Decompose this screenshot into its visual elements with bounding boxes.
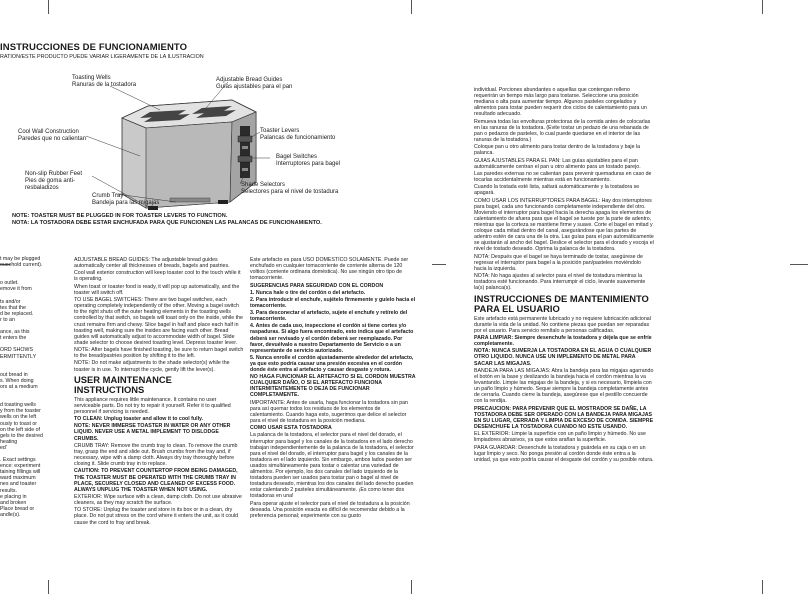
maintenance-heading: USER MAINTENANCE INSTRUCTIONS <box>74 373 172 395</box>
bagel-switches-text: TO USE BAGEL SWITCHES: There are two bagel switches, each operating completely independently of the other. Moving a bagel switch to the right shuts off the outer heating elements in the toasting wells controlled by that switch, so bagels will toast only on the inside, while the crust remains firm and chewy. Slice bagel in half and place each half in toasting well, making sure the insides are facing each other. Bread guides will automatically adjust to accommodate width of bagel. Slide shade selector to choose desired toasting level. Depress toaster lever. <box>74 297 243 346</box>
list-item: 3. Para desconectar el artefacto, sujete el enchufe y retírelo del tomacorriente. <box>250 310 408 323</box>
partial-line: taining fillings will <box>0 469 41 476</box>
crop-mark <box>790 264 808 265</box>
shade-note-es: NOTA: No haga ajustes al selector para el nivel de tostadura mientras la tostadora esté funcionando. Para interrumpir el ciclo, levante suavemente la(s) palanca(s). <box>474 273 646 292</box>
crop-mark <box>762 0 763 14</box>
list-item: 1. Nunca hale o tire del cordón o del artefacto. <box>250 289 366 296</box>
partial-line: out bread in <box>0 371 28 378</box>
exterior-text: EXTERIOR: Wipe surface with a clean, damp cloth. Do not use abrasive cleaners, as they may scratch the surface. <box>74 493 242 507</box>
maintenance-intro: This appliance requires little maintenance. It contains no user serviceable parts. Do not try to repair it yourself. Refer it to qualified personnel if servicing is needed. <box>74 396 231 415</box>
callout-shade-selectors: Shade Selectors Selectores para el nivel de tostadura <box>241 182 339 195</box>
callout-toasting-wells: Toasting Wells Ranuras de la tostadora <box>72 75 137 88</box>
note-english: NOTE: TOASTER MUST BE PLUGGED IN FOR TOASTER LEVERS TO FUNCTION. <box>12 213 228 219</box>
bread-guides-text: ADJUSTABLE BREAD GUIDES: The adjustable bread guides automatically center all thicknesses of breads, bagels and pastries. <box>74 257 230 270</box>
partial-line: ence: experiment <box>0 463 41 470</box>
partial-line: ousehold current). <box>0 262 43 269</box>
left-partial-column <box>0 256 48 556</box>
cord-safety-list <box>250 290 416 373</box>
important-text: IMPORTANTE: Antes de usarla, haga funcionar la tostadora sin pan para así quemar todos los residuos de los elementos de calentamiento. Cuando haga esto, sugerimos que delice el selector para el nivel de tostadura en la posición mediana. <box>250 399 408 424</box>
partial-line: ance, as this <box>0 329 30 336</box>
crop-mark <box>48 580 49 594</box>
pop-up-es-text: Cuando la tostada esté lista, saltará automáticamente y la tostadora se apagará. <box>474 184 640 197</box>
column-spanish-maintenance <box>474 87 654 557</box>
column-spanish-safety <box>250 257 416 567</box>
lubricated-text: Este artefacto está permanente lubricado y no requiere lubricación adicional durante la vida de la unidad. No contiene piezas que puedan ser reparadas por el usuario. Para servicio remítalo a personas calificadas. <box>474 315 651 334</box>
cord-damage-warning: NO HAGA FUNCIONAR EL ARTEFACTO SI EL CORDON MUESTRA CUALQUIER DAÑO, O SI EL ARTEFACTO FUNCIONA INTERMITENTEMENTE O DEJA DE FUNCIONAR COMPLETAMENTE. <box>250 374 416 399</box>
operate-text: Para operar ajuste el selector para el nivel de tostadura a la posición deseada. Una posición exacta es difícil de recomendar debido a la preferencia personal; experimente con su gusto <box>250 500 410 519</box>
maintenance-es-heading: INSTRUCCIONES DE MANTENIMIENTO PARA EL USUARIO <box>474 292 649 314</box>
callout-bagel-switches: Bagel Switches Interruptores para bagel <box>276 154 341 167</box>
caution-text: CAUTION: TO PREVENT COUNTERTOP FROM BEING DAMAGED, THE TOASTER MUST BE OPERATED WITH THE CRUMB TRAY IN PLACE, SECURELY CLOSED AND CLEANED OF EXCESS FOOD. ALWAYS UNPLUG THE TOASTER WHEN NOT USING. <box>74 468 238 493</box>
crop-mark <box>762 580 763 594</box>
bagel-note-es: NOTA: Después que el bagel se haya terminado de tostar, asegúrese de regresar el interruptor para bagel a la posición pan/pasteles moviéndolo hacia la izquierda. <box>474 253 643 272</box>
partial-line: o outlet. <box>0 280 19 287</box>
place-bread-text: Coloque pan u otro alimento para tostar dentro de la tostadora y baje la palanca. <box>474 144 641 157</box>
to-clean-text: TO CLEAN: Unplug toaster and allow it to cool fully. <box>74 416 204 423</box>
callout-bread-guides: Adjustable Bread Guides Guías ajustables para el pan <box>216 77 293 90</box>
cool-wall-text: Cool wall exterior construction will keep toaster cool to the touch while it is operating. <box>74 270 241 283</box>
partial-line: nes and toaster <box>0 481 37 488</box>
partial-line: r to an <box>0 316 15 323</box>
partial-line: ously to toast or <box>0 420 38 427</box>
pop-up-text: When toast or toaster food is ready, it will pop up automatically, and the toaster will switch off. <box>74 283 240 296</box>
column-english-instructions <box>74 257 244 567</box>
bagel-note: NOTE: After bagels have finished toasting, be sure to return bagel switch to the bread/pastries position by shifting it to the left. <box>74 347 244 360</box>
partial-line: andle(s). <box>0 511 21 518</box>
list-item: 2. Para introducir el enchufe, sujételo firmemente y guíelo hacia el tomacorriente. <box>250 296 416 310</box>
callout-rubber-feet: Non-slip Rubber Feet Pies de goma anti- resbaladizos <box>25 171 83 191</box>
cool-walls-es-text: Las paredes externas no se calientan para prevenir quemaduras en caso de tocarlas accidentalmente mientras está en funcionamiento. <box>474 170 652 184</box>
partial-line: d be replaced. <box>0 310 34 317</box>
immerse-note-es: NOTA: NUNCA SUMERJA LA TOSTADORA EN EL AGUA O CUALQUIER OTRO LIQUIDO. NUNCA USE UN IMPLEMENTO DE METAL PARA SACAR LAS MIGAJAS. <box>474 348 652 367</box>
partial-line: heating <box>0 438 18 445</box>
list-item: 5. Nunca enrolle el cordón ajustadamente alrededor del artefacto, ya que esto podría causar una presión excesiva en el cordón donde éste entra al artefacto y causar desgaste y rotura. <box>250 354 414 373</box>
partial-line: t may be plugged <box>0 256 41 262</box>
partial-line: results. <box>0 487 17 494</box>
crumb-tray-text: CRUMB TRAY: Remove the crumb tray to clean. To remove the crumb tray, grasp the end and slide out. Brush crumbs from the tray and, if necessary, wipe with a damp cloth. Always dry tray thoroughly before closing it. Slide crumb tray in to replace. <box>74 442 238 468</box>
remove-wrapping-text: Remueva todas las envolturas protectoras de la comida antes de colocarlas en las ranuras de la tostadora. (Evite tostar un pedazo de una rebanada de pan o pedazos de pasteles, lo cual puede quedarse en el interior de las ranuras de la tostadora.) <box>474 118 651 143</box>
partial-line: ERMITTENTLY <box>0 353 37 360</box>
partial-line: e placing in <box>0 493 27 500</box>
crop-mark <box>432 264 446 265</box>
partial-line: wells on the left <box>0 414 37 421</box>
how-to-use-text: La palanca de la tostadora, el selector para el nivel del dorado, el interruptor para bagel y los canales de la tostadora en el lado derecho trabajan independientemente de la palanca de la tostadora, el selector para el nivel del dorado, el interruptor para bagel y los canales de la tostadora en el lado izquierdo. Sin embargo, ambos lados pueden ser usados simultáneamente para tostar o calentar una variedad de alimentos. Por ejemplo, los dos canales del lado izquierdo de la tostadora pueden ser usados para tostar pan o bagel al nivel de tostadura deseado, mientras los dos canales del lado derecho pueden estar calentando 2 pasteles simultáneamente. ¡Es como tener dos tostadoras en una! <box>250 432 414 500</box>
crop-mark <box>411 580 412 594</box>
caution-es-text: PRECAUCION: PARA PREVENIR QUE EL MOSTRADOR SE DAÑE, LA TOSTADORA DEBE SER OPERADO CON LA BANDEJA PARA MIGAJAS EN SU LUGAR, CERRADA Y LIMPIA DE EXCESO DE COMIDA. SIEMPRE DESENCHUFE LA TOSTADORA CUANDO NO ESTE USANDO. <box>474 405 654 430</box>
to-store-text: TO STORE: Unplug the toaster and store in its box or in a clean, dry place. Do not put stress on the cord where it enters the unit, as it could cause the cord to fray and break. <box>74 507 239 526</box>
partial-line: ed’ <box>0 444 8 451</box>
partial-line: y from the toaster <box>0 408 41 415</box>
cord-safety-heading: SUGERENCIAS PARA SEGURIDAD CON EL CORDON <box>250 282 384 289</box>
partial-line: s. When doing <box>0 377 34 384</box>
partial-line: ts and/or <box>0 298 21 305</box>
crop-mark <box>411 0 412 14</box>
partial-line: . Exact settings <box>0 457 36 464</box>
page-subtitle: RATION/ESTE PRODUCTO PUEDE VARIAR LIGERAMENTE DE LA ILUSTRACION <box>0 54 204 60</box>
callout-cool-wall: Cool Wall Construction Paredes que no calientan <box>18 129 87 142</box>
store-es-text: PARA GUARDAR: Desenchufe la tostadora y guárdela en su caja o en un lugar limpio y seco. No ponga presión al cordón donde éste entra a la unidad, ya que esto podría causar el desgaste del cordón y su posible rotura. <box>474 444 654 463</box>
callout-toaster-levers: Toaster Levers Palancas de funcionamiento <box>260 128 336 141</box>
immerse-note: NOTE: NEVER IMMERSE TOASTER IN WATER OR ANY OTHER LIQUID. NEVER USE A METAL IMPLEMENT TO DISLODGE CRUMBS. <box>74 423 231 442</box>
bagel-es-text: COMO USAR LOS INTERRUPTORES PARA BAGEL: Hay dos interruptores para bagel, cada uno funcionando completamente independiente del otro. Moviendo el interruptor para bagel hacia la derecha apaga los elementos de calentamiento de afuera para que el bagel se tueste por la parte de adentro, mientras que la corteza se mantiene firme y suave. Corte el bagel en mitad y coloque cada mitad dentro del canal, asegurándose que las partes de adentro estén de cara una de la otra. Las guías para el pan automáticamente se ajustarán al ancho del bagel. Deslice el selector para el dorado y escoja el nivel de tostado deseado. Oprima la palanca de la tostadora. <box>474 197 654 253</box>
partial-line: t enters the <box>0 335 27 342</box>
partial-line: ors at a medium <box>0 383 38 390</box>
crop-mark <box>48 0 49 14</box>
partial-line: d toasting wells <box>0 402 36 409</box>
partial-line: ward maximum <box>0 475 36 482</box>
page-title: INSTRUCCIONES DE FUNCIONAMIENTO <box>0 42 188 53</box>
partial-line: on the left side of <box>0 426 40 433</box>
callout-crumb-tray: Crumb Tray Bandeja para las migajas <box>92 193 160 206</box>
list-item: 4. Antes de cada uso, inspeccione el cordón si tiene cortes y/o raspaduras. Si algo fuera encontrado, esto indica que el artefacto deberá ser revisado y el cordón deberá ser reemplazado. Por favor, devuélvalo a nuestro Departamento de Servicio o a un representante de servicio autorizado. <box>250 323 414 354</box>
bread-guides-es-text: GUIAS AJUSTABLES PARA EL PAN: Las guías ajustables para el pan automáticamente centran el pan u otro alimento para un tostado parejo. <box>474 157 641 170</box>
partial-line: and broken <box>0 499 27 506</box>
partial-line: Place bread or <box>0 505 35 512</box>
household-use-text: Este artefacto es para USO DOMESTICO SOLAMENTE. Puede ser enchufado en cualquier tomacorriente de corriente alterna de 120 voltios (corriente ordinaria doméstica). No use ningún otro tipo de tomacorriente. <box>250 257 409 282</box>
partial-line: gels to the desired <box>0 432 43 439</box>
partial-line: ORD SHOWS <box>0 347 33 354</box>
note-spanish: NOTA: LA TOSTADORA DEBE ESTAR ENCHUFADA PARA QUE FUNCIONEN LAS PALANCAS DE FUNCIONAMIENTO. <box>12 220 322 226</box>
exterior-es-text: EL EXTERIOR: Limpie la superficie con un paño limpio y húmedo. No use limpiadores abrasivos, ya que estos arañan la superficie. <box>474 431 646 444</box>
partial-line: tes that the <box>0 304 26 311</box>
shade-note: NOTE: Do not make adjustments to the shade selector(s) while the toaster is in use. To interrupt the cycle, gently lift the lever(s). <box>74 360 230 373</box>
crumb-tray-es-text: BANDEJA PARA LAS MIGAJAS: Abra la bandeja para las migajas agarrando el botón en la base y deslizando la bandeja hacia el cordón mientras la va levantando. Limpie las migajas de la bandeja, y si es necesario, límpiela con un paño limpio y húmedo. Seque siempre la bandeja completamente antes de cerrarla. Cuando cierre la bandeja, asegúrese que el pestillo concuerde con la rendija. <box>474 367 654 405</box>
portions-text: individual. Porciones abundantes o aquellas que contengan relleno requerirán un tiempo más largo para tostarse. Seleccione una posición mediana o alta para aumentar tiempo. Algunos pasteles congelados y alimentos para tostar pueden requerir dos ciclos de calentamiento para un resultado adecuado. <box>474 87 647 118</box>
how-to-use-heading: COMO USAR ESTA TOSTADORA <box>250 425 332 432</box>
to-clean-es-text: PARA LIMPIAR: Siempre desenchufe la tostadora y déjela que se enfríe completamente. <box>474 334 652 348</box>
partial-line: emove it from <box>0 286 32 293</box>
